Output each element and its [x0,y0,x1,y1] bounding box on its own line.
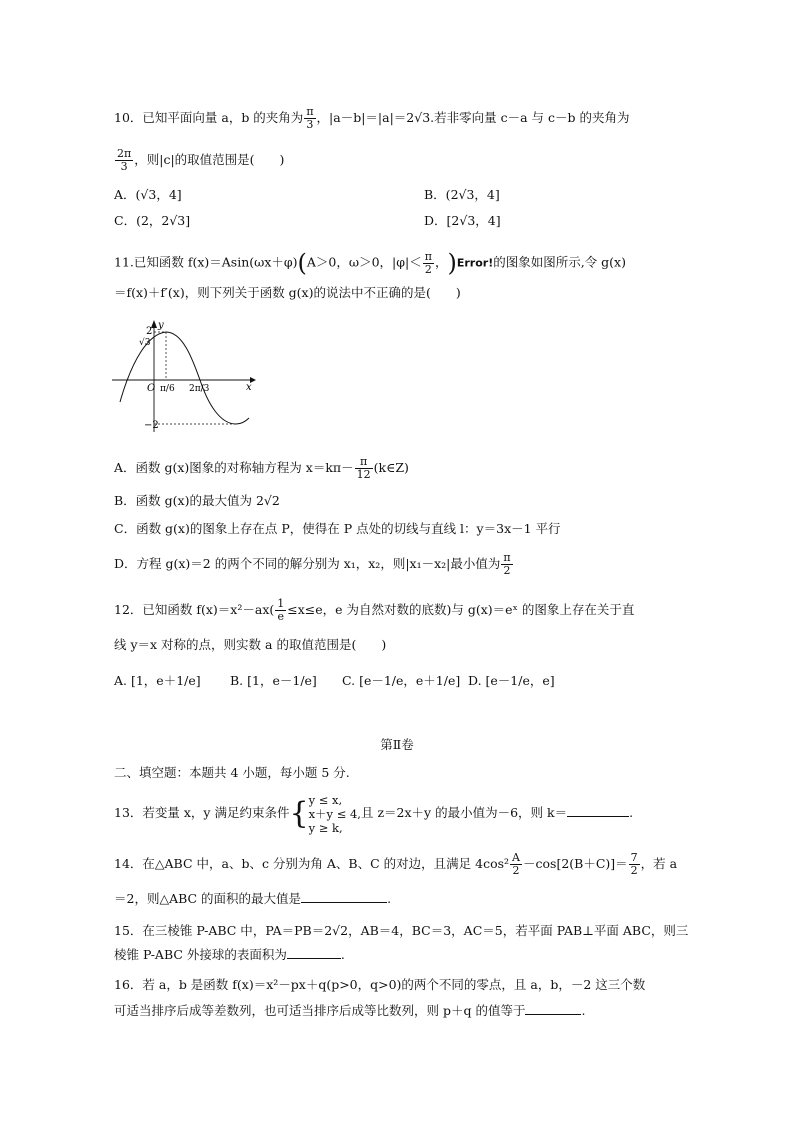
constraint-2: x＋y ≤ 4, [308,806,361,821]
q13-end: . [629,805,634,820]
q10-option-d: D．[2√3，4] [424,213,501,228]
q13-pre: 13．若变量 x，y 满足约束条件 [114,805,290,820]
q10-text-a: 10．已知平面向量 a，b 的夹角为 [114,110,304,125]
q16-end: . [581,1003,586,1018]
q10-frac2 [115,148,133,173]
frac-den: 2 [424,262,432,276]
section-title: 第Ⅱ卷 [380,737,414,752]
label-x: x [246,382,252,393]
q11-a-pre: A．函数 g(x)图象的对称轴方程为 x＝kπ－ [114,460,354,475]
label-origin: O [147,383,156,394]
q12-line1 [114,598,634,623]
q11-frac [423,251,434,276]
q11-line2: ＝f(x)＋f′(x)，则下列关于函数 g(x)的说法中不正确的是( ) [114,285,461,300]
q11-text-a: 11.已知函数 f(x)＝Asin(ωx＋φ) [114,254,298,270]
frac-den: 3 [120,160,128,173]
q12-frac [275,598,286,623]
frac-num: 7 [630,851,638,864]
q11-d-frac [501,552,512,577]
q16-line1: 16．若 a，b 是函数 f(x)＝x²－px＋q(p>0，q>0)的两个不同的零点，且 a，b，－2 这三个数 [114,977,646,992]
frac-den: 2 [630,864,638,877]
label-y: y [158,320,164,331]
label-neg2: −2 [144,420,159,431]
q16-text: 可适当排序后成等差数列，也可适当排序后成等比数列，则 p＋q 的值等于 [114,1003,526,1018]
section-heading: 二、填空题：本题共 4 小题，每小题 5 分. [114,765,350,780]
q11-text-b: A＞0，ω＞0，|φ|＜ [306,254,422,270]
q10-option-b: B．(2√3，4] [424,187,500,202]
frac-den: e [277,610,284,623]
q14-pre: 14．在△ABC 中，a、b、c 分别为角 A、B、C 的对边，且满足 4cos² [114,856,510,871]
q14-line1 [114,852,677,877]
q10-line1 [114,106,630,131]
q12-line2: 线 y＝x 对称的点，则实数 a 的取值范围是( ) [114,637,387,652]
label-root3: √3 [139,338,151,348]
q12-option-c: C. [e－1/e，e＋1/e] [342,673,461,688]
q11-option-b: B．函数 g(x)的最大值为 2√2 [114,493,280,508]
constraint-3: y ≥ k, [308,820,343,835]
q12-option-d: D. [e－1/e，e] [468,673,555,688]
frac-den: 3 [306,118,314,131]
q11-line1: 11.已知函数 f(x)＝Asin(ωx＋φ)(A＞0，ω＞0，|φ|＜ $\frac{\pi}{2}$ ，)Error!的图象如图所示,令 g(x) [114,249,626,277]
frac-num: π [306,105,314,118]
constraint-system [309,793,361,835]
q14-end: . [387,891,392,906]
frac-den: 12 [356,468,371,481]
q11-a-frac [355,456,373,481]
frac-num: 1 [277,597,285,610]
answer-blank[interactable] [567,804,629,817]
q14-text: ＝2，则△ABC 的面积的最大值是 [114,891,302,906]
q10-option-c: C．(2，2√3] [114,213,191,228]
q11-text-c: 的图象如图所示,令 g(x) [493,254,626,270]
q11-option-d [114,552,514,577]
frac-num: π [355,456,373,469]
frac-num: A [512,851,520,864]
q12-option-b: B. [1，e－1/e] [230,673,317,688]
q14-line2 [114,890,391,908]
paren-left: ( [297,249,307,277]
q12-text-b: ≤x≤e，e 为自然对数的底数)与 g(x)＝eˣ 的图象上存在关于直 [287,602,635,617]
q11-d-pre: D．方程 g(x)＝2 的两个不同的解分别为 x₁，x₂，则|x₁－x₂|最小值为 [114,556,501,571]
q15-line2 [114,946,345,964]
q14-post: ，若 a [640,856,678,871]
frac-den: 2 [503,564,511,577]
q11-a-post: (k∈Z) [373,460,409,475]
brace-left: { [289,795,309,831]
label-2: 2 [146,326,153,337]
q10-frac1 [304,106,315,131]
q10-line2 [114,148,284,173]
q16-line2 [114,1002,585,1020]
error-text: Error! [456,256,494,270]
q12-option-a: A. [1，e＋1/e] [114,673,201,688]
label-pi6: π/6 [160,384,175,394]
q13-post: 且 z＝2x＋y 的最小值为－6，则 k＝ [360,805,568,820]
q12-text-a: 12．已知函数 f(x)＝x²－ax( [114,602,275,617]
q15-text: 棱锥 P-ABC 外接球的表面积为 [114,947,287,962]
q10-text-b: ，|a－b|＝|a|＝2√3.若非零向量 c－a 与 c－b 的夹角为 [316,110,630,125]
answer-blank[interactable] [287,946,341,959]
q15-end: . [340,947,345,962]
q14-mid: －cos[2(B＋C)]＝ [523,856,628,871]
paren-right: ) [447,249,457,277]
frac-den: 2 [512,864,520,877]
frac-num: π [503,551,511,564]
q11-option-a [114,456,409,481]
sine-graph [110,320,260,440]
q13-line [114,790,633,836]
q10-option-a: A．(√3，4] [114,187,182,202]
q14-frac1 [510,852,522,877]
q14-frac2 [629,852,640,877]
answer-blank[interactable] [301,890,387,903]
q11-option-c: C．函数 g(x)的图象上存在点 P，使得在 P 点处的切线与直线 l：y＝3x－1 平行 [114,521,561,536]
q15-line1: 15．在三棱锥 P-ABC 中，PA＝PB＝2√2，AB＝4，BC＝3，AC＝5，若平面 PAB⊥平面 ABC，则三 [114,923,689,938]
q10-text-c: ，则|c|的取值范围是( ) [134,152,285,167]
constraint-1: y ≤ x, [308,792,343,807]
label-2pi3: 2π/3 [189,384,210,394]
frac-num: π [424,249,432,263]
answer-blank[interactable] [525,1002,581,1015]
frac-num: 2π [117,147,132,160]
